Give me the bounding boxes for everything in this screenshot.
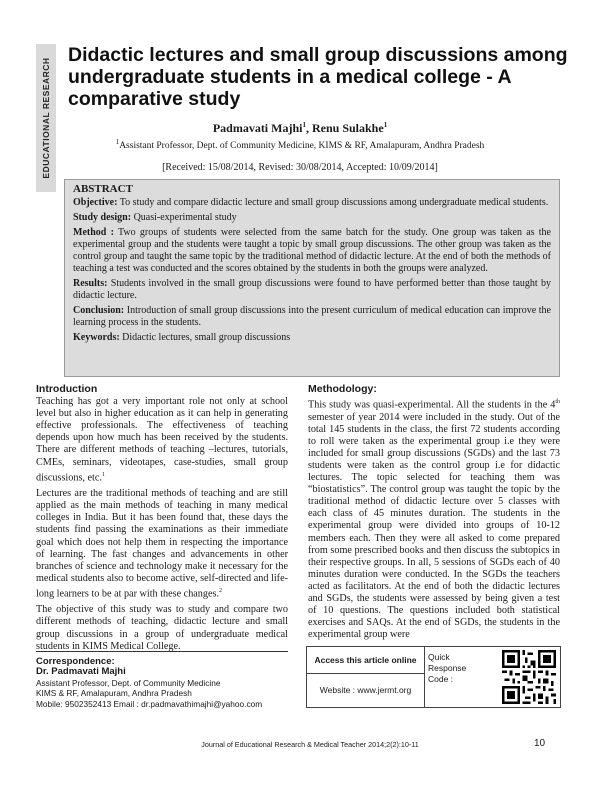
submission-dates: [Received: 15/08/2014, Revised: 30/08/2014, Accepted: 10/09/2014] xyxy=(162,162,438,173)
introduction-paragraph: The objective of this study was to study and compare two different methods of teaching, didactic lecture and small group discussions in a group of undergraduate medical students in KIMS Medical College. xyxy=(36,604,288,652)
qr-label: Quick Response Code : xyxy=(428,652,467,684)
methodology-heading: Methodology: xyxy=(308,383,377,395)
introduction-paragraph: Lectures are the traditional methods of teaching and are still applied as the main methods of teaching in many medical colleges in India. But it has been found that, these days the students find passing the examinations as their immediate goal which does not help them in respecting the importance of learning. The fast changes and advancements in other branches of science and technology make it necessary for the medical students also to become active, self-directed and life-long learners to be at par with these changes.$^2$ xyxy=(36,488,288,600)
abstract-box xyxy=(64,179,560,377)
website-link[interactable]: Website : www.jermt.org xyxy=(307,674,425,707)
sidebar-label: EDUCATIONAL RESEARCH xyxy=(41,57,51,179)
abstract-conclusion: Conclusion: Introduction of small group discussions into the present curriculum of medical education can improve the learning process in the students. xyxy=(73,305,551,328)
introduction-section xyxy=(36,383,288,657)
correspondence-name: Dr. Padmavati Majhi xyxy=(36,666,126,678)
introduction-paragraph: Teaching has got a very important role not only at school level but also in higher education as it can help in generating effective professionals. The effectiveness of teaching depends upon how much has been received by the students. There are different methods of teaching –lectures, tutorials, CMEs, seminars, videotapes, case-studies, small group discussions, etc.$^1$ xyxy=(36,396,288,484)
access-online-box xyxy=(306,646,561,708)
correspondence-line: Assistant Professor, Dept. of Community Medicine xyxy=(36,677,221,688)
author-name: Renu Sulakhe xyxy=(311,121,384,135)
methodology-paragraph: This study was quasi-experimental. All the students in the 4th semester of year 2014 were included in the study. Out of the total 145 students in the class, the first 72 students according to roll were taken as the experimental group i.e they were included for small group discussions (SGDs) and the last 73 students were taken as the control group i.e for didactic lectures. The topic selected for teaching them was “biostatistics”. The control group was taught the topic by the traditional method of didactic lecture over 5 classes with each class of 45 minutes duration. The students in the experimental group were divided into groups of 10-12 members each. Then they were all asked to come prepared from some prescribed books and then discuss the subtopics in their respective groups. In all, 5 sessions of SGDs each of 40 minutes duration were conducted. In the SGDs the teachers acted as facilitators. At the end of both the didactic lectures and SGDs, the students were assessed by being given a test of 10 questions. The questions included both statistical exercises and SAQs. At the end of SGDs, the students in the experimental group were xyxy=(308,399,560,641)
methodology-section xyxy=(308,383,560,645)
introduction-heading: Introduction xyxy=(36,383,98,395)
access-title: Access this article online xyxy=(307,647,425,674)
abstract-keywords: Keywords: Didactic lectures, small group discussions xyxy=(73,332,291,343)
abstract-heading: ABSTRACT xyxy=(73,183,133,195)
correspondence-contact: Mobile: 9502352413 Email : dr.padmavathimajhi@yahoo.com xyxy=(36,698,263,709)
affiliation xyxy=(0,138,600,151)
abstract-objective: Objective: To study and compare didactic lecture and small group discussions among undergraduate medical students. xyxy=(73,197,549,208)
correspondence-line: KIMS & RF, Amalapuram, Andhra Pradesh xyxy=(36,688,192,699)
correspondence-block xyxy=(36,657,298,709)
abstract-results: Results: Students involved in the small group discussions were found to have performed better than those taught by didactic lecture. xyxy=(73,278,552,301)
author-line: Padmavati Majhi$^1$, Renu Sulakhe$^1$ xyxy=(212,121,388,135)
author-sup: 1 xyxy=(302,121,306,129)
affiliation-text: Assistant Professor, Dept. of Community Medicine, KIMS & RF, Amalapuram, Andhra Pradesh xyxy=(119,141,485,152)
article-title: Didactic lectures and small group discussions among undergraduate students in a medical college - A comparative study xyxy=(68,44,568,110)
author-name: Padmavati Majhi xyxy=(212,121,303,135)
correspondence-heading: Correspondence: xyxy=(36,656,115,667)
qr-code-icon[interactable] xyxy=(502,650,556,704)
page-number: 10 xyxy=(534,738,546,749)
author-sup: 1 xyxy=(383,121,388,129)
abstract-method: Method : Two groups of students were selected from the same batch for the study. One group was taken as the experimental group and the students were taught a topic by small group discussions. The other group was taken as the control group and taught the same topic by the traditional method of didactic lecture. At the end of both the methods of teaching a test was conducted and the scores obtained by the students in both the groups were analyzed. xyxy=(73,227,551,274)
affiliation-sup: 1 xyxy=(115,138,120,146)
journal-footer: Journal of Educational Research & Medical Teacher 2014;2(2):10-11 xyxy=(201,740,419,749)
abstract-design: Study design: Quasi-experimental study xyxy=(73,212,237,223)
correspondence-divider xyxy=(36,651,288,652)
